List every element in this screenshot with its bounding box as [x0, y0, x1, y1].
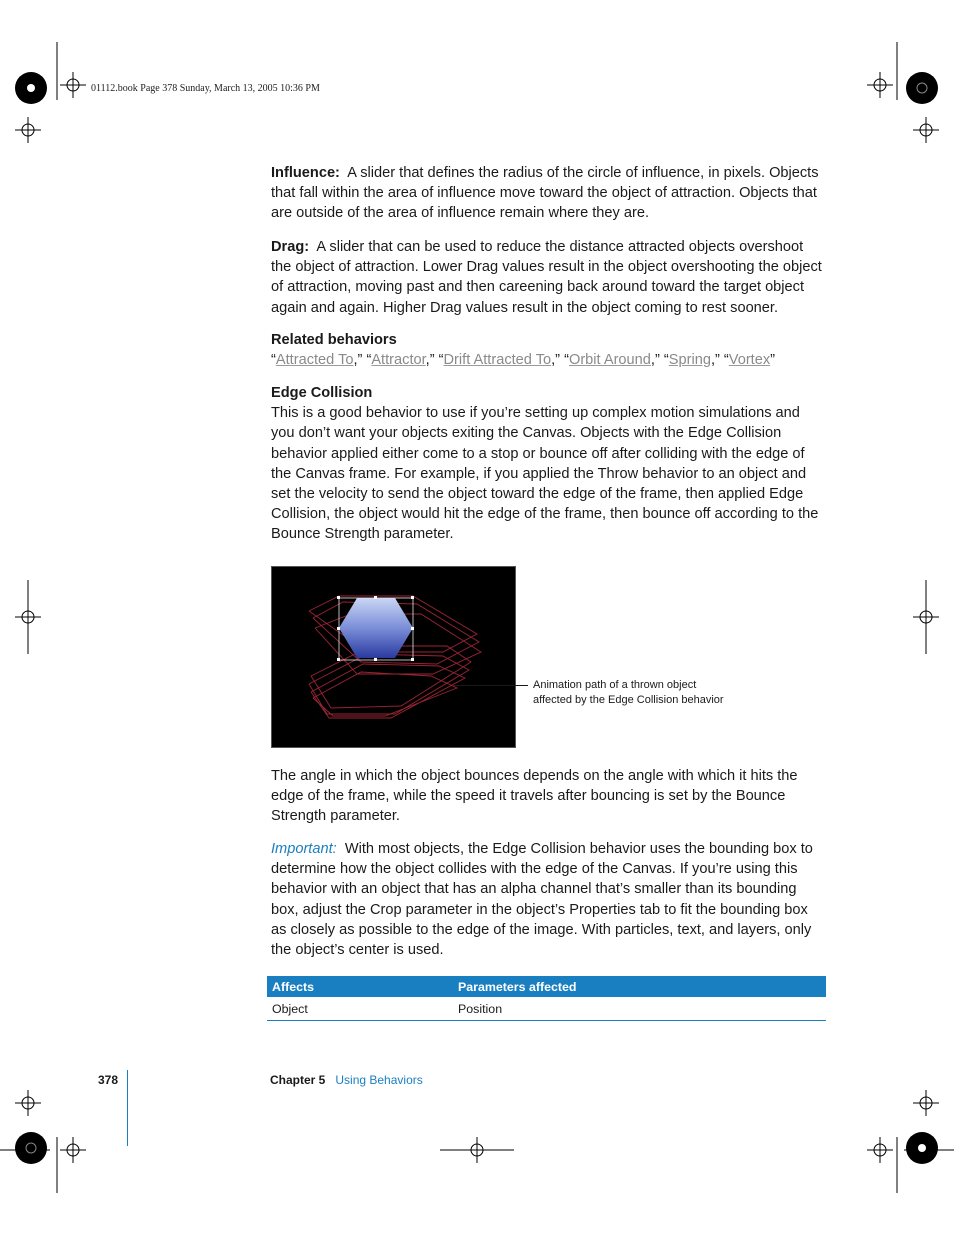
link-attractor[interactable]: Attractor [371, 352, 426, 369]
important-label: Important: [271, 841, 337, 857]
print-info-header: 01112.book Page 378 Sunday, March 13, 2005 10:36 PM [91, 83, 320, 94]
caption-line-2: affected by the Edge Collision behavior [533, 694, 724, 706]
edge-collision-intro: This is a good behavior to use if you’re setting up complex motion simulations and you don’t want your objects exiting the Canvas. Objects with the Edge Collision behavior applied either come to a stop or bounce off after colliding with the edge of the Canvas frame. For example, if you applied the Throw behavior to an object and set the velocity to send the object toward the edge of the frame, then applied Edge Collision, the object would hit the edge of the frame, then bounce off according to the Bounce Strength parameter. [271, 405, 819, 543]
link-vortex[interactable]: Vortex [728, 352, 771, 369]
section-heading: Edge Collision [271, 385, 373, 401]
link-orbit-around[interactable]: Orbit Around [568, 352, 651, 369]
header-parameters-affected: Parameters affected [453, 976, 826, 997]
starburst-marks [15, 72, 938, 1164]
influence-text: A slider that defines the radius of the circle of influence, in pixels. Objects that fall within the area of influence move toward the object of attraction. Objects that are outside of the area of influence remain where they are. [271, 165, 819, 222]
important-text: With most objects, the Edge Collision behavior uses the bounding box to determine how the object collides with the edge of the Canvas. If you’re using this behavior with an object that has an alpha channel that’s smaller than its bounding box, adjust the Crop parameter in the object’s Properties tab to fit the bounding box as closely as possible to the edge of the image. With particles, text, and layers, only the object’s center is used. [271, 841, 813, 959]
cell-parameters: Position [453, 997, 826, 1021]
caption-line-1: Animation path of a thrown object [533, 679, 697, 691]
link-drift-attracted-to[interactable]: Drift Attracted To [443, 352, 552, 369]
angle-text: The angle in which the object bounces depends on the angle with which it hits the edge of the frame, while the speed it travels after bouncing is set by the Bounce Strength parameter. [271, 768, 798, 825]
chapter-label: Chapter 5 [270, 1073, 326, 1087]
page-number: 378 [98, 1073, 119, 1087]
related-heading: Related behaviors [271, 332, 397, 348]
related-links: “Attracted To,” “Attractor,” “Drift Attracted To,” “Orbit Around,” “Spring,” “Vortex” [271, 352, 776, 369]
header-affects: Affects [267, 976, 453, 997]
link-spring[interactable]: Spring [668, 352, 711, 369]
drag-text: A slider that can be used to reduce the distance attracted objects overshoot the object of attraction. Lower Drag values result in the object overshooting the object of attraction, moving past and then careening back around toward the target object again and again. Higher Drag values result in the object coming to rest sooner. [271, 239, 822, 316]
registration-targets [15, 72, 939, 1163]
cell-affects: Object [267, 997, 453, 1021]
chapter-title: Using Behaviors [335, 1073, 423, 1087]
influence-term: Influence: [271, 165, 340, 181]
link-attracted-to[interactable]: Attracted To [275, 352, 354, 369]
drag-term: Drag: [271, 239, 310, 255]
